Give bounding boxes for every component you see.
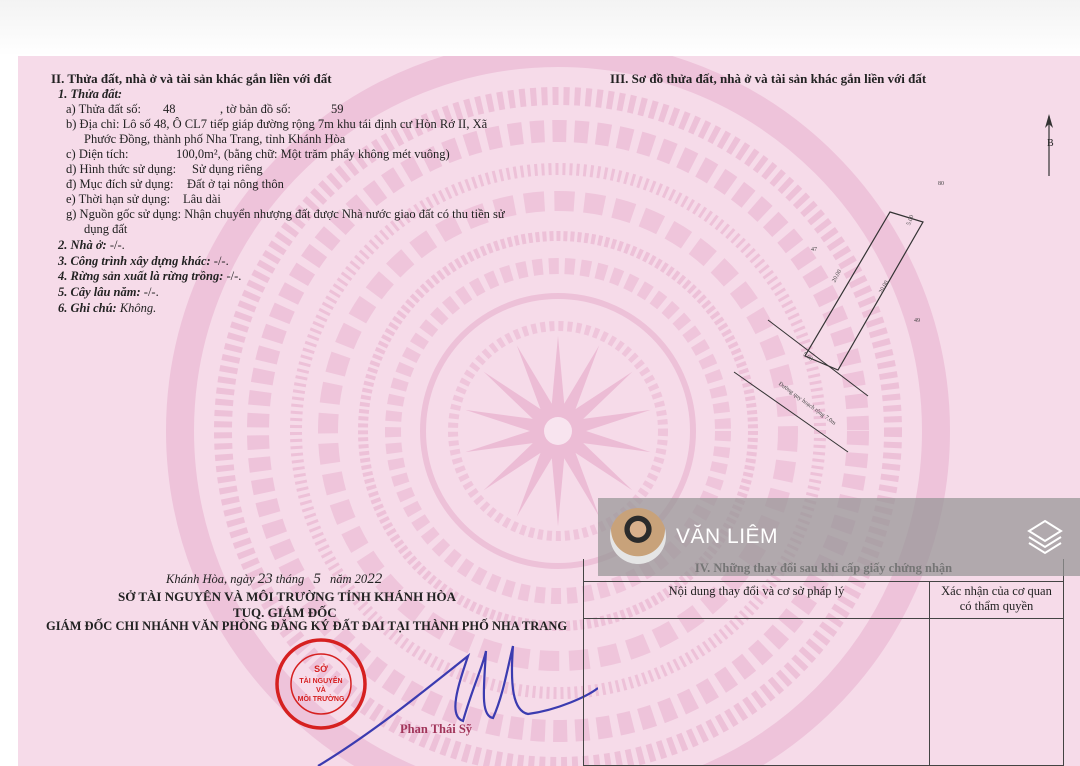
top-strip (0, 0, 1080, 56)
watermark-banner (598, 498, 1080, 576)
note-row: 6. Ghi chú: Không. (58, 301, 157, 315)
origin-line-2: dụng đất (84, 222, 128, 236)
changes-col-confirm: Xác nhận của cơ quan có thẩm quyền (930, 582, 1064, 619)
plot-number-value: 48 (163, 102, 176, 116)
usage-form-label: d) Hình thức sử dụng: (66, 162, 177, 176)
dim-left: 20.00 (831, 268, 844, 284)
dim-top: 5.00 (906, 214, 916, 227)
neighbor-47: 47 (811, 247, 817, 253)
authorized-director: TUQ. GIÁM ĐỐC (233, 605, 337, 620)
watermark-name: VĂN LIÊM (676, 525, 779, 548)
dim-bottom: 5.00 (801, 351, 814, 363)
department-name: SỞ TÀI NGUYÊN VÀ MÔI TRƯỜNG TỈNH KHÁNH HÒA (118, 589, 457, 604)
branch-director-title: GIÁM ĐỐC CHI NHÁNH VĂN PHÒNG ĐĂNG KÝ ĐẤT ĐAI TẠI THÀNH PHỐ NHA TRANG (46, 619, 568, 633)
signature (258, 626, 598, 766)
usage-purpose-label: đ) Mục đích sử dụng: (66, 177, 174, 191)
land-plot-heading: 1. Thửa đất: (58, 87, 123, 101)
house-row: 2. Nhà ở: -/-. (58, 238, 125, 252)
forest-row: 4. Rừng sản xuất là rừng trồng: -/-. (58, 269, 242, 283)
avatar (610, 508, 666, 564)
plot-diagram (718, 196, 978, 456)
svg-text:TÀI NGUYÊN: TÀI NGUYÊN (299, 678, 343, 685)
address-line-2: Phước Đồng, thành phố Nha Trang, tỉnh Khánh Hòa (84, 132, 346, 146)
road-label: Đường quy hoạch rộng 7.0m (777, 381, 837, 427)
usage-term-label: e) Thời hạn sử dụng: (66, 192, 171, 206)
changes-col-content: Nội dung thay đổi và cơ sở pháp lý (584, 582, 930, 619)
issue-date: Khánh Hòa, ngày 23 tháng 5 năm 2022 (166, 571, 383, 587)
other-works-row: 3. Công trình xây dựng khác: -/-. (58, 254, 229, 268)
neighbor-80: 80 (938, 181, 944, 187)
map-sheet-label: , tờ bản đồ số: (220, 102, 291, 116)
changes-empty-confirm (930, 618, 1064, 765)
dim-right: 20.00 (878, 279, 891, 295)
map-sheet-value: 59 (331, 102, 344, 116)
signer-name: Phan Thái Sỹ (400, 722, 473, 736)
address-line-1: b) Địa chỉ: Lô số 48, Ô CL7 tiếp giáp đường rộng 7m khu tái định cư Hòn Rớ II, Xã (66, 117, 488, 131)
svg-text:MÔI TRƯỜNG: MÔI TRƯỜNG (297, 696, 345, 703)
area-label: c) Diện tích: (66, 147, 129, 161)
north-label: B (1047, 138, 1054, 149)
usage-purpose-value: Đất ở tại nông thôn (187, 177, 284, 191)
changes-empty-content (584, 618, 930, 765)
svg-text:VÀ: VÀ (316, 687, 326, 694)
section-ii-title: II. Thửa đất, nhà ở và tài sản khác gắn liền với đất (51, 71, 332, 86)
origin-line-1: g) Nguồn gốc sử dụng: Nhận chuyển nhượng đất được Nhà nước giao đất có thu tiền sử (66, 207, 505, 221)
plot-number-label: a) Thửa đất số: (66, 102, 141, 116)
svg-text:SỞ: SỞ (314, 664, 328, 674)
layers-logo-icon (1026, 518, 1064, 556)
usage-term-value: Lâu dài (183, 192, 221, 206)
perennial-row: 5. Cây lâu năm: -/-. (58, 285, 159, 299)
usage-form-value: Sử dụng riêng (192, 162, 263, 176)
neighbor-49: 49 (914, 318, 920, 324)
section-iii-title: III. Sơ đồ thửa đất, nhà ở và tài sản khác gắn liền với đất (610, 71, 927, 86)
changes-table (583, 559, 1064, 766)
area-value: 100,0m², (bằng chữ: Một trăm phẩy không mét vuông) (176, 147, 450, 161)
